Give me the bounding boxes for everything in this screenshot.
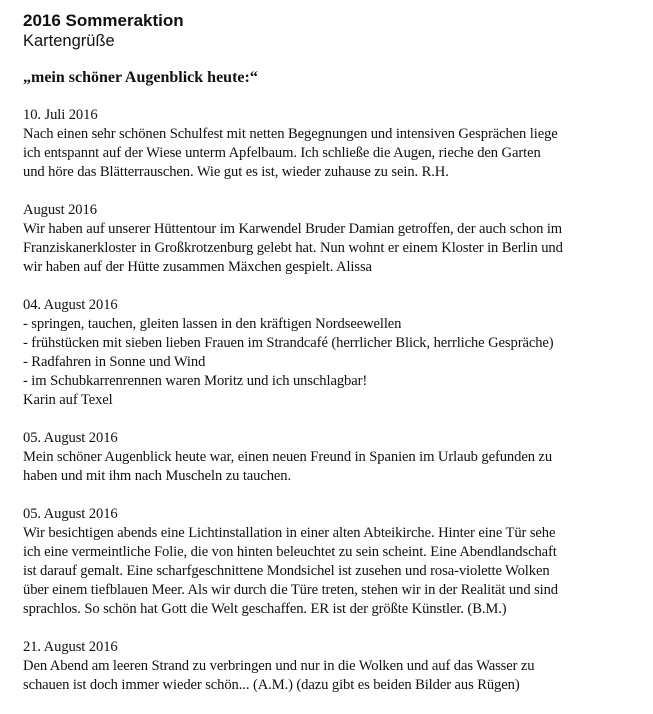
entry-date: 05. August 2016 xyxy=(23,506,118,522)
entry-line: schauen ist doch immer wieder schön... (A.M.) (dazu gibt es beiden Bilder aus Rügen) xyxy=(23,677,520,693)
entry-date: 21. August 2016 xyxy=(23,639,118,655)
entry-line: ist darauf gemalt. Eine scharfgeschnittene Mondsichel ist zusehen und rosa-violette Wolken xyxy=(23,563,550,579)
entry-line: Wir besichtigen abends eine Lichtinstallation in einer alten Abteikirche. Hinter eine Tür sehe xyxy=(23,525,556,541)
entry-line: Wir haben auf unserer Hüttentour im Karwendel Bruder Damian getroffen, der auch schon im xyxy=(23,221,563,237)
entry-line: über einem tiefblauen Meer. Als wir durch die Türe treten, stehen wir in der Realität und sind xyxy=(23,582,559,598)
entry-line: - frühstücken mit sieben lieben Frauen im Strandcafé (herrlicher Blick, herrliche Gespräche) xyxy=(23,335,554,351)
entry-line: haben und mit ihm nach Muscheln zu tauchen. xyxy=(23,468,292,484)
entry-line: - im Schubkarrenrennen waren Moritz und ich unschlagbar! xyxy=(23,373,368,389)
entry xyxy=(23,106,648,182)
entry xyxy=(23,505,648,619)
entry-line: Nach einen sehr schönen Schulfest mit netten Begegnungen und intensiven Gesprächen liege xyxy=(23,126,558,142)
entry-line: und höre das Blätterrauschen. Wie gut es ist, wieder zuhause zu sein. R.H. xyxy=(23,164,449,180)
page-subtitle: Kartengrüße xyxy=(23,32,115,50)
entry xyxy=(23,296,648,410)
entry-line: ich eine vermeintliche Folie, die von hinten beleuchtet zu sein scheint. Eine Abendlandschaft xyxy=(23,544,557,560)
entry xyxy=(23,201,648,277)
entry xyxy=(23,429,648,486)
entry-line: wir haben auf der Hütte zusammen Mäxchen gespielt. Alissa xyxy=(23,259,372,275)
entry-line: ich entspannt auf der Wiese unterm Apfelbaum. Ich schließe die Augen, rieche den Garten xyxy=(23,145,541,161)
entry-signature: Karin auf Texel xyxy=(23,392,113,408)
entry xyxy=(23,638,648,695)
entry-line: sprachlos. So schön hat Gott die Welt geschaffen. ER ist der größte Künstler. (B.M.) xyxy=(23,601,507,617)
entries-list xyxy=(23,106,648,695)
entry-line: Den Abend am leeren Strand zu verbringen und nur in die Wolken und auf das Wasser zu xyxy=(23,658,535,674)
entry-date: 04. August 2016 xyxy=(23,297,118,313)
entry-date: August 2016 xyxy=(23,202,97,218)
entry-line: Franziskanerkloster in Großkrotzenburg gelebt hat. Nun wohnt er einem Kloster in Berlin und xyxy=(23,240,563,256)
document-page xyxy=(23,10,648,714)
page-title: 2016 Sommeraktion xyxy=(23,11,184,30)
entry-line: - Radfahren in Sonne und Wind xyxy=(23,354,206,370)
entry-line: - springen, tauchen, gleiten lassen in den kräftigen Nordseewellen xyxy=(23,316,402,332)
intro-heading: „mein schöner Augenblick heute:“ xyxy=(23,69,258,86)
entry-line: Mein schöner Augenblick heute war, einen neuen Freund in Spanien im Urlaub gefunden zu xyxy=(23,449,553,465)
entry-date: 10. Juli 2016 xyxy=(23,107,98,123)
entry-date: 05. August 2016 xyxy=(23,430,118,446)
